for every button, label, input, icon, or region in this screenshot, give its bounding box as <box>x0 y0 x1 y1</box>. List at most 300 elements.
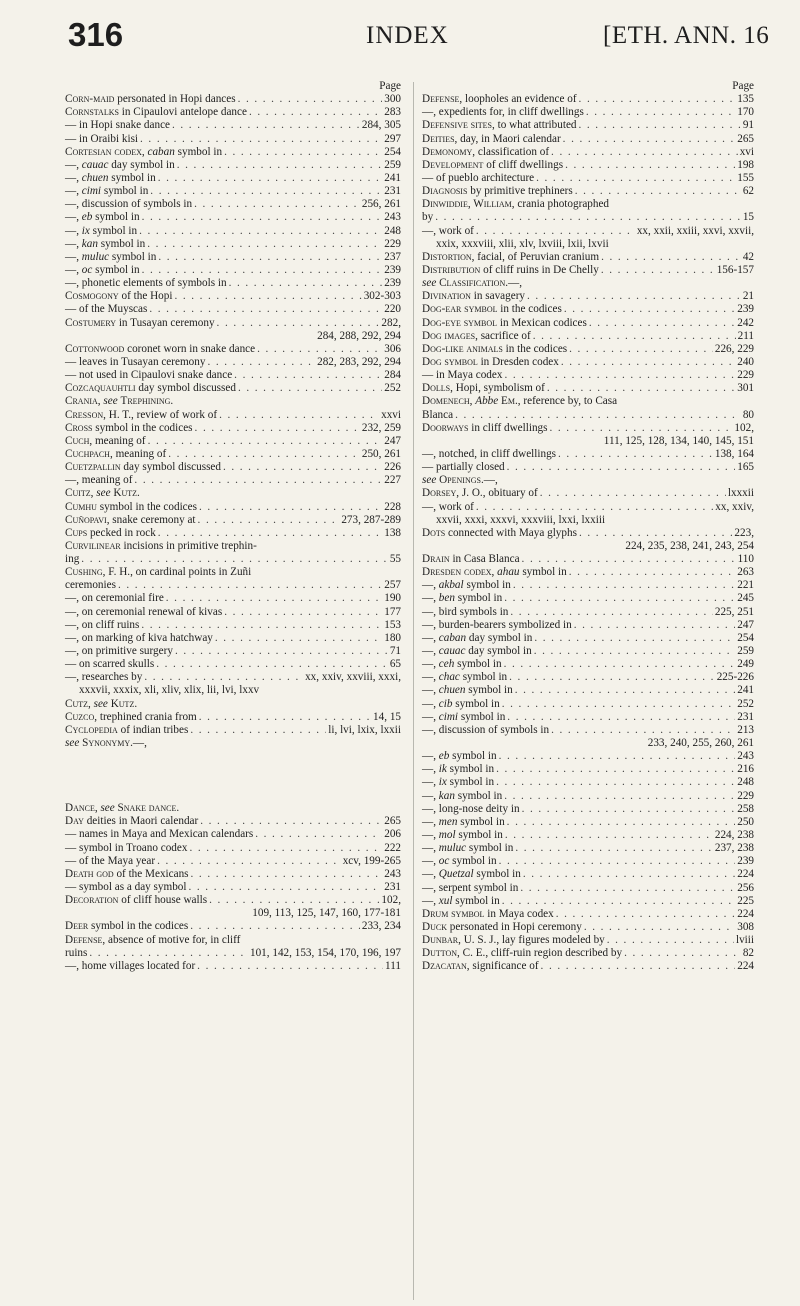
index-entry <box>65 395 401 408</box>
entry-prefix: —, <box>422 710 436 723</box>
entry-text: by primitive trephiners <box>467 185 573 198</box>
leader-dots <box>234 369 382 382</box>
entry-label <box>65 527 156 540</box>
entry-text: day symbol in <box>465 645 532 658</box>
entry-prefix: —, <box>422 829 436 842</box>
entry-label <box>65 632 213 645</box>
entry-heading: Em., <box>501 395 521 408</box>
entry-label <box>422 330 531 343</box>
entry-italic: cib <box>438 697 453 710</box>
entry-pages: 231 <box>384 881 401 894</box>
entry-text: —, notched, in cliff dwellings <box>422 447 557 460</box>
index-entry <box>65 238 401 251</box>
entry-heading: Crania, <box>65 395 101 408</box>
entry-pages: 21 <box>742 290 754 303</box>
entry-label <box>422 645 532 658</box>
entry-pages: xx, xxii, xxiii, xxvi, xxvii, <box>636 224 754 237</box>
entry-heading: Distortion, <box>422 250 475 263</box>
entry-pages: 248 <box>384 224 401 237</box>
entry-heading: Cresson, <box>65 408 106 421</box>
leader-dots <box>215 632 382 645</box>
entry-heading: Divination <box>422 290 471 303</box>
entry-pages: 283 <box>384 106 401 119</box>
entry-label <box>65 133 138 146</box>
entry-text: facial, of Peruvian cranium <box>474 250 600 263</box>
index-entry <box>65 211 401 224</box>
entry-pages: 231 <box>384 185 401 198</box>
entry-label <box>65 579 116 592</box>
index-entry <box>422 960 754 973</box>
leader-dots <box>200 815 382 828</box>
entry-label <box>65 881 187 894</box>
entry-heading: Drum symbol <box>422 907 485 920</box>
entry-pages: 153 <box>384 618 401 631</box>
index-entry <box>422 816 754 829</box>
entry-continuation: 233, 240, 255, 260, 261 <box>647 737 754 750</box>
entry-pages: 225 <box>737 894 754 907</box>
leader-dots <box>556 908 735 921</box>
entry-label <box>65 435 146 448</box>
entry-italic: see <box>103 395 118 408</box>
leader-dots <box>515 842 712 855</box>
entry-pages: 250 <box>737 815 754 828</box>
entry-prefix: —, <box>422 855 436 868</box>
entry-pages: 135 <box>737 93 754 106</box>
leader-dots <box>150 185 382 198</box>
entry-label <box>422 895 500 908</box>
entry-label <box>65 448 166 461</box>
entry-heading: Kutz. <box>110 697 138 710</box>
entry-label <box>422 553 520 566</box>
index-entry <box>422 724 754 737</box>
index-entry <box>65 566 401 579</box>
entry-label <box>422 225 474 238</box>
entry-label <box>65 855 155 868</box>
entry-pages: 55 <box>389 553 401 566</box>
leader-dots <box>507 816 736 829</box>
entry-heading: Cozcaquauhtli <box>65 382 136 395</box>
leader-dots <box>547 382 735 395</box>
entry-pages: 232, 259 <box>361 421 401 434</box>
entry-heading: Cuetzpallin <box>65 461 121 474</box>
entry-label <box>422 487 538 500</box>
index-entry <box>422 658 754 671</box>
entry-label <box>422 724 549 737</box>
index-entry <box>422 921 754 934</box>
entry-text: —, on cliff ruins <box>65 618 140 631</box>
entry-label <box>422 947 622 960</box>
entry-text: symbol in <box>454 658 502 671</box>
entry-pages: 216 <box>737 763 754 776</box>
leader-dots <box>224 146 382 159</box>
leader-dots <box>513 579 735 592</box>
entry-label <box>65 540 257 553</box>
entry-heading: Dresden codex, <box>422 566 495 579</box>
entry-text: symbol in <box>458 710 506 723</box>
entry-label <box>422 172 534 185</box>
index-entry <box>422 671 754 684</box>
index-entry <box>422 763 754 776</box>
entry-label <box>422 277 522 290</box>
entry-label <box>422 619 572 632</box>
entry-heading: Development <box>422 158 484 171</box>
index-entry <box>65 474 401 487</box>
entry-text: symbol in <box>452 894 500 907</box>
entry-text: of the Mexicans <box>113 867 189 880</box>
leader-dots <box>148 435 383 448</box>
entry-text: snake ceremony at <box>109 513 196 526</box>
leader-dots <box>219 409 379 422</box>
index-entry <box>65 855 401 868</box>
entry-prefix: —, <box>422 868 436 881</box>
entry-pages: 225-226 <box>716 671 754 684</box>
leader-dots <box>257 343 382 356</box>
index-entry <box>65 592 401 605</box>
entry-heading: Dolls, <box>422 382 453 395</box>
entry-italic: ix <box>438 776 447 789</box>
leader-dots <box>579 119 741 132</box>
entry-heading: Defense, <box>422 93 463 106</box>
entry-label <box>422 842 513 855</box>
entry-label <box>65 343 255 356</box>
leader-dots <box>551 724 735 737</box>
entry-pages: 282, <box>381 316 401 329</box>
entry-text: in Tusayan ceremony <box>116 316 215 329</box>
entry-text: —, on ceremonial renewal of kivas <box>65 605 223 618</box>
index-entry <box>422 106 754 119</box>
entry-pages: 15 <box>742 211 754 224</box>
index-entry <box>65 422 401 435</box>
leader-dots <box>579 527 732 540</box>
entry-text: symbol in <box>449 750 497 763</box>
index-entry <box>65 894 401 907</box>
entry-pages: 256, 261 <box>361 198 401 211</box>
entry-label <box>422 119 577 132</box>
entry-label <box>65 501 197 514</box>
entry-text: symbol in <box>449 855 497 868</box>
entry-label <box>65 514 196 527</box>
entry-pages: 138, 164 <box>714 447 754 460</box>
entry-pages: 256 <box>737 881 754 894</box>
entry-pages: 190 <box>384 592 401 605</box>
index-entry <box>65 93 401 106</box>
leader-dots <box>540 487 726 500</box>
entry-heading: Decoration <box>65 894 119 907</box>
entry-label <box>65 119 170 132</box>
index-entry <box>422 303 754 316</box>
index-entry <box>65 251 401 264</box>
entry-text: — names in Maya and Mexican calendars <box>65 828 254 841</box>
entry-heading: Death god <box>65 867 114 880</box>
leader-dots <box>510 606 712 619</box>
entry-label <box>422 750 497 763</box>
entry-label <box>422 501 474 514</box>
entry-pages: 247 <box>384 434 401 447</box>
index-entry <box>65 737 401 750</box>
entry-heading: Kutz. <box>113 487 140 500</box>
entry-label <box>65 106 247 119</box>
index-entry <box>65 317 401 330</box>
entry-heading: Dog-like animals <box>422 342 503 355</box>
index-entry <box>422 330 754 343</box>
index-entry <box>422 934 754 947</box>
index-entry <box>422 803 754 816</box>
entry-label <box>65 238 145 251</box>
entry-text: —, on marking of kiva hatchway <box>65 631 213 644</box>
index-entry <box>65 920 401 933</box>
entry-text: day symbol in <box>108 158 175 171</box>
leader-dots <box>569 343 713 356</box>
index-entry <box>422 93 754 106</box>
entry-pages: 302-303 <box>363 290 401 303</box>
index-entry <box>65 106 401 119</box>
column-divider <box>413 82 414 1300</box>
entry-italic: men <box>438 815 458 828</box>
index-entry <box>65 527 401 540</box>
index-entry <box>65 868 401 881</box>
entry-prefix: —, <box>422 894 436 907</box>
entry-prefix: —, <box>422 789 436 802</box>
entry-italic: see <box>96 487 111 500</box>
entry-heading: Dog-eye symbol <box>422 316 498 329</box>
index-entry <box>65 133 401 146</box>
entry-label <box>422 592 502 605</box>
index-entry <box>65 448 401 461</box>
entry-pages: 259 <box>384 158 401 171</box>
entry-text: absence of motive for, in cliff <box>105 933 241 946</box>
report-tag: [ETH. ANN. 16 <box>603 22 770 49</box>
entry-heading: Costumery <box>65 316 117 329</box>
index-entry <box>422 264 754 277</box>
leader-dots <box>551 146 738 159</box>
entry-pages: 282, 283, 292, 294 <box>317 355 401 368</box>
entry-heading: Deities, <box>422 132 458 145</box>
leader-dots <box>541 960 736 973</box>
index-entry <box>422 317 754 330</box>
entry-italic: eb <box>81 211 93 224</box>
entry-text: Blanca <box>422 408 454 421</box>
entry-text: symbol in <box>92 263 140 276</box>
entry-text: incisions in primitive trephin- <box>120 539 257 552</box>
entry-pages: 254 <box>384 145 401 158</box>
entry-label <box>422 317 587 330</box>
entry-text: —, phonetic elements of symbols in <box>65 277 227 290</box>
entry-pages: 165 <box>737 461 754 474</box>
entry-text: — in Hopi snake dance <box>65 119 171 132</box>
entry-heading: Cuitz, <box>65 487 94 500</box>
entry-label <box>422 855 497 868</box>
entry-pages: 265 <box>737 132 754 145</box>
index-entry <box>422 553 754 566</box>
leader-dots <box>504 592 735 605</box>
entry-text: — symbol in Troano codex <box>65 841 188 854</box>
entry-continuation: 109, 113, 125, 147, 160, 177-181 <box>252 907 401 920</box>
entry-text: to what attributed <box>494 119 577 132</box>
entry-label <box>422 343 567 356</box>
entry-pages: 226, 229 <box>714 342 754 355</box>
entry-text: —, work of <box>422 500 474 513</box>
index-entry <box>422 698 754 711</box>
index-entry <box>65 960 401 973</box>
entry-pages: 237 <box>384 250 401 263</box>
entry-label <box>422 382 545 395</box>
index-entry <box>65 382 401 395</box>
entry-label <box>422 606 508 619</box>
entry-pages: 177 <box>384 605 401 618</box>
leader-dots <box>194 198 360 211</box>
entry-text: symbol in the codices <box>92 421 193 434</box>
entry-pages: 245 <box>737 592 754 605</box>
entry-text: —, home villages located for <box>65 959 196 972</box>
index-entry <box>422 527 754 540</box>
entry-label <box>65 303 147 316</box>
entry-label <box>65 960 195 973</box>
entry-heading: Cutz, <box>65 697 91 710</box>
entry-heading: Dance, <box>65 802 98 815</box>
entry-text: — partially closed <box>422 461 505 474</box>
leader-dots <box>144 671 303 684</box>
entry-label <box>65 159 175 172</box>
entry-label <box>422 658 502 671</box>
leader-dots <box>476 501 713 514</box>
leader-dots <box>189 881 383 894</box>
entry-text: —, bird symbols in <box>422 605 509 618</box>
entry-pages: 224, 238 <box>714 829 754 842</box>
index-entry <box>422 776 754 789</box>
entry-heading: Cyclopedia <box>65 723 118 736</box>
leader-dots <box>198 514 340 527</box>
entry-italic: chuen <box>81 171 109 184</box>
leader-dots <box>504 790 735 803</box>
entry-label <box>65 146 222 159</box>
page-column-label: Page <box>379 80 401 92</box>
entry-italic: chac <box>438 671 460 684</box>
entry-label <box>65 934 240 947</box>
entry-pages: 263 <box>737 566 754 579</box>
index-entry <box>65 606 401 619</box>
entry-italic: xul <box>438 894 453 907</box>
index-entry <box>422 382 754 395</box>
entry-pages: 91 <box>742 119 754 132</box>
entry-label <box>65 172 156 185</box>
index-entry <box>422 356 754 369</box>
entry-label <box>65 317 215 330</box>
entry-text: —, discussion of symbols in <box>422 723 550 736</box>
leader-dots <box>238 93 383 106</box>
entry-label <box>65 619 139 632</box>
entry-pages: 223, <box>734 526 754 539</box>
entry-label <box>65 251 156 264</box>
entry-heading: Demonomy, <box>422 145 476 158</box>
entry-text: — of the Maya year <box>65 854 156 867</box>
entry-prefix: —, <box>65 185 79 198</box>
leader-dots <box>175 645 388 658</box>
leader-dots <box>149 303 382 316</box>
entry-text: ing <box>65 553 80 566</box>
index-entry <box>65 369 401 382</box>
entry-text: symbol in <box>109 250 157 263</box>
entry-pages: 243 <box>384 867 401 880</box>
leader-dots <box>190 920 360 933</box>
entry-pages: 110 <box>737 553 754 566</box>
entry-text: —, serpent symbol in <box>422 881 519 894</box>
entry-pages: 257 <box>384 579 401 592</box>
index-entry <box>422 684 754 697</box>
entry-label <box>65 487 140 500</box>
entry-text: — of pueblo architecture <box>422 171 535 184</box>
entry-label <box>422 290 525 303</box>
leader-dots <box>158 172 382 185</box>
entry-text: symbol in <box>455 829 503 842</box>
entry-heading: Duck <box>422 921 447 933</box>
entry-heading: Trephining. <box>120 395 174 408</box>
entry-italic: cauac <box>438 645 466 658</box>
entry-heading: Day <box>65 815 84 828</box>
entry-heading: Cumhu <box>65 500 97 513</box>
leader-dots <box>157 855 341 868</box>
leader-dots <box>504 658 736 671</box>
entry-text: symbol in <box>519 566 567 579</box>
entry-pages: 206 <box>384 828 401 841</box>
entry-label <box>65 592 164 605</box>
entry-heading: Synonymy. <box>82 737 133 750</box>
entry-pages: 237, 238 <box>714 842 754 855</box>
leader-dots <box>534 645 736 658</box>
leader-dots <box>199 711 371 724</box>
entry-heading: Openings. <box>439 474 484 487</box>
entry-pages: 265 <box>384 815 401 828</box>
entry-pages: 221 <box>737 579 754 592</box>
entry-label <box>422 908 554 921</box>
index-entry <box>65 119 401 132</box>
index-entry <box>422 592 754 605</box>
entry-text: symbol in <box>446 776 495 789</box>
leader-dots <box>476 225 635 238</box>
index-entry <box>65 172 401 185</box>
entry-label <box>65 356 205 369</box>
index-entry <box>65 671 401 684</box>
entry-label <box>422 461 505 474</box>
entry-heading: Snake dance. <box>117 802 180 815</box>
leader-dots <box>550 422 733 435</box>
entry-text: coronet worn in snake dance <box>124 342 256 355</box>
entry-text: C. E., cliff-ruin region described by <box>459 947 623 960</box>
entry-pages: 239 <box>737 855 754 868</box>
entry-text: of indian tribes <box>117 723 189 736</box>
entry-text: day, in Maori calendar <box>457 132 561 145</box>
entry-label <box>422 829 503 842</box>
index-entry <box>422 711 754 724</box>
entry-italic: kan <box>81 237 98 250</box>
index-entry <box>65 802 401 815</box>
entry-label <box>422 106 584 119</box>
index-entry <box>422 422 754 435</box>
entry-italic: ik <box>438 763 447 776</box>
entry-pages: 247 <box>737 618 754 631</box>
leader-dots <box>142 264 383 277</box>
entry-label <box>422 816 505 829</box>
entry-text: —, on ceremonial fire <box>65 592 164 605</box>
entry-label <box>65 211 140 224</box>
entry-heading: Dunbar, <box>422 934 461 947</box>
entry-pages: 243 <box>384 211 401 224</box>
entry-italic: ahau <box>497 566 520 579</box>
entry-prefix: —, <box>422 671 436 684</box>
entry-pages: 156-157 <box>716 263 754 276</box>
leader-dots <box>190 724 326 737</box>
entry-text: — of the Muyscas <box>65 303 148 316</box>
leader-dots <box>142 211 383 224</box>
